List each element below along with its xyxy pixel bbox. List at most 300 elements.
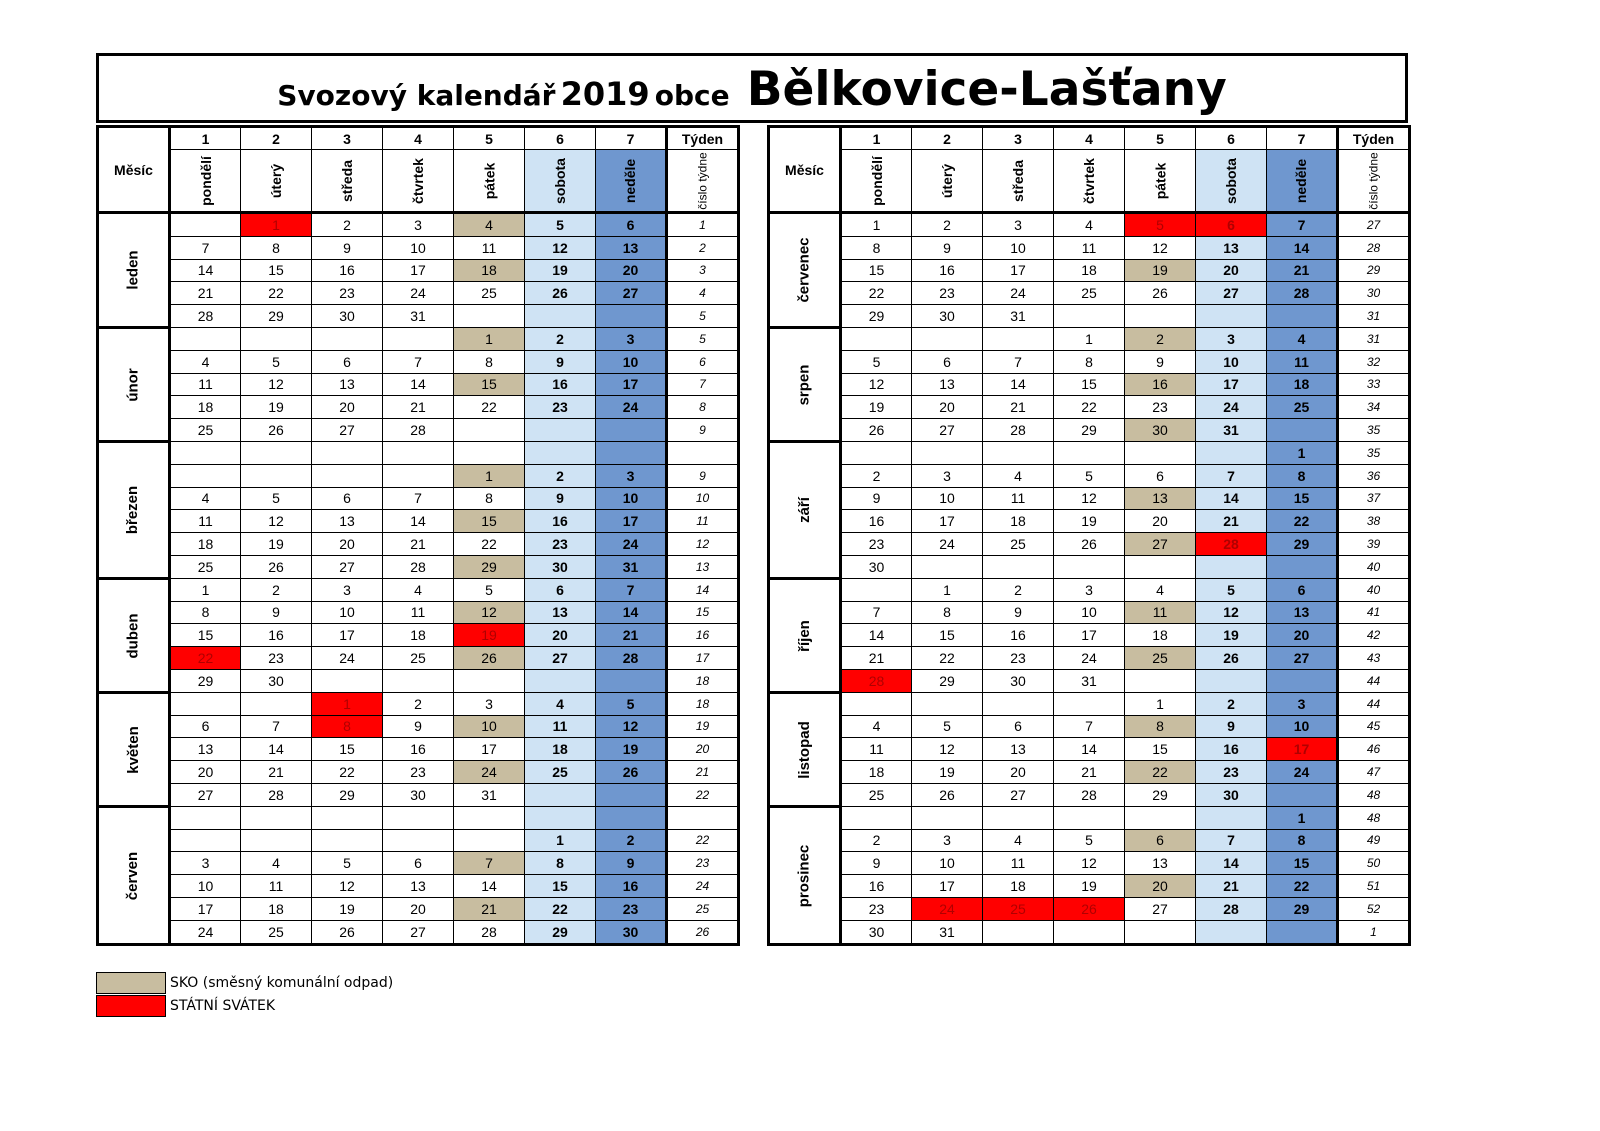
month-name-cell bbox=[98, 806, 170, 944]
day-cell bbox=[841, 441, 912, 464]
day-cell: 12 bbox=[241, 510, 312, 533]
day-cell: 26 bbox=[241, 419, 312, 442]
day-cell bbox=[983, 806, 1054, 829]
day-cell: 27 bbox=[983, 783, 1054, 806]
day-cell bbox=[383, 669, 454, 692]
day-cell: 16 bbox=[596, 875, 667, 898]
day-number-header: 2 bbox=[241, 127, 312, 150]
day-cell: 7 bbox=[1196, 829, 1267, 852]
title-town: Bělkovice-Lašťany bbox=[746, 62, 1227, 117]
table-row bbox=[769, 282, 1410, 305]
day-cell: 10 bbox=[1267, 715, 1338, 738]
day-cell: 27 bbox=[912, 419, 983, 442]
day-cell: 5 bbox=[241, 487, 312, 510]
day-cell: 12 bbox=[1054, 487, 1125, 510]
day-cell: 7 bbox=[841, 601, 912, 624]
day-cell: 18 bbox=[525, 738, 596, 761]
day-cell bbox=[241, 327, 312, 350]
month-name: prosinec bbox=[795, 844, 813, 907]
day-cell: 3 bbox=[1267, 692, 1338, 715]
day-cell: 23 bbox=[241, 647, 312, 670]
day-number-header: 3 bbox=[983, 127, 1054, 150]
day-number-header: 4 bbox=[383, 127, 454, 150]
day-name-label: čtvrtek bbox=[409, 157, 426, 204]
day-cell: 25 bbox=[170, 419, 241, 442]
legend-label-holiday: STÁTNÍ SVÁTEK bbox=[170, 998, 276, 1014]
week-number-cell: 33 bbox=[1338, 373, 1410, 396]
week-number-cell: 32 bbox=[1338, 350, 1410, 373]
week-number-cell: 2 bbox=[667, 236, 739, 259]
day-cell bbox=[1125, 305, 1196, 328]
table-row bbox=[98, 806, 739, 829]
day-cell bbox=[1267, 783, 1338, 806]
week-number-cell: 41 bbox=[1338, 601, 1410, 624]
day-cell bbox=[241, 806, 312, 829]
table-row bbox=[98, 897, 739, 920]
day-cell: 12 bbox=[454, 601, 525, 624]
day-cell bbox=[841, 806, 912, 829]
table-row bbox=[769, 669, 1410, 692]
day-cell: 19 bbox=[841, 396, 912, 419]
day-cell: 28 bbox=[454, 920, 525, 944]
week-number-cell: 40 bbox=[1338, 578, 1410, 601]
day-cell: 13 bbox=[525, 601, 596, 624]
month-name-cell bbox=[98, 327, 170, 441]
day-cell: 27 bbox=[596, 282, 667, 305]
day-cell: 23 bbox=[383, 761, 454, 784]
day-cell: 8 bbox=[841, 236, 912, 259]
day-cell bbox=[1125, 806, 1196, 829]
day-cell: 1 bbox=[841, 213, 912, 237]
day-cell: 3 bbox=[312, 578, 383, 601]
day-cell: 10 bbox=[454, 715, 525, 738]
month-name-cell bbox=[98, 578, 170, 692]
table-row bbox=[769, 738, 1410, 761]
week-number-cell: 26 bbox=[667, 920, 739, 944]
week-number-cell: 37 bbox=[1338, 487, 1410, 510]
day-cell: 12 bbox=[1054, 852, 1125, 875]
calendar-table-left bbox=[96, 125, 740, 946]
day-cell: 5 bbox=[454, 578, 525, 601]
day-cell bbox=[170, 829, 241, 852]
day-cell bbox=[170, 441, 241, 464]
day-cell: 30 bbox=[912, 305, 983, 328]
title-suffix: obce bbox=[654, 79, 730, 112]
day-cell: 7 bbox=[170, 236, 241, 259]
month-name-cell bbox=[769, 806, 841, 944]
day-cell: 4 bbox=[983, 829, 1054, 852]
day-cell bbox=[596, 806, 667, 829]
day-cell: 17 bbox=[596, 510, 667, 533]
day-cell: 28 bbox=[596, 647, 667, 670]
day-cell: 29 bbox=[1267, 533, 1338, 556]
table-row bbox=[98, 373, 739, 396]
day-cell bbox=[841, 692, 912, 715]
day-cell: 28 bbox=[983, 419, 1054, 442]
day-cell: 25 bbox=[1267, 396, 1338, 419]
day-cell: 31 bbox=[1196, 419, 1267, 442]
day-cell: 19 bbox=[1054, 875, 1125, 898]
day-cell: 11 bbox=[170, 373, 241, 396]
day-cell bbox=[912, 555, 983, 578]
day-cell: 1 bbox=[912, 578, 983, 601]
day-cell: 23 bbox=[1125, 396, 1196, 419]
day-cell: 17 bbox=[1267, 738, 1338, 761]
day-cell: 15 bbox=[525, 875, 596, 898]
day-cell: 11 bbox=[241, 875, 312, 898]
day-cell: 6 bbox=[383, 852, 454, 875]
day-cell: 19 bbox=[912, 761, 983, 784]
week-number-subheader bbox=[1338, 150, 1410, 213]
day-cell bbox=[596, 441, 667, 464]
day-cell: 1 bbox=[170, 578, 241, 601]
day-name-label: sobota bbox=[1222, 157, 1239, 204]
day-cell bbox=[841, 578, 912, 601]
day-cell bbox=[912, 327, 983, 350]
week-number-cell: 45 bbox=[1338, 715, 1410, 738]
month-name: únor bbox=[124, 368, 142, 402]
day-cell: 15 bbox=[454, 510, 525, 533]
day-number-header: 1 bbox=[841, 127, 912, 150]
day-number-header: 7 bbox=[596, 127, 667, 150]
day-cell: 26 bbox=[596, 761, 667, 784]
day-cell: 14 bbox=[596, 601, 667, 624]
day-cell: 2 bbox=[1125, 327, 1196, 350]
day-name-header bbox=[454, 150, 525, 213]
week-number-cell: 5 bbox=[667, 305, 739, 328]
day-cell: 8 bbox=[241, 236, 312, 259]
day-name-header bbox=[1125, 150, 1196, 213]
day-cell: 7 bbox=[241, 715, 312, 738]
day-cell: 16 bbox=[525, 510, 596, 533]
day-cell: 1 bbox=[241, 213, 312, 237]
day-cell: 6 bbox=[1196, 213, 1267, 237]
week-number-cell: 11 bbox=[667, 510, 739, 533]
day-cell: 21 bbox=[596, 624, 667, 647]
day-cell: 22 bbox=[1267, 875, 1338, 898]
day-cell: 14 bbox=[454, 875, 525, 898]
day-cell: 26 bbox=[1054, 897, 1125, 920]
legend bbox=[96, 972, 496, 1022]
day-cell: 5 bbox=[1125, 213, 1196, 237]
day-name-header bbox=[912, 150, 983, 213]
day-cell: 28 bbox=[170, 305, 241, 328]
day-cell bbox=[1125, 441, 1196, 464]
week-number-cell: 22 bbox=[667, 783, 739, 806]
day-cell: 28 bbox=[1196, 533, 1267, 556]
day-cell bbox=[983, 692, 1054, 715]
table-row bbox=[769, 533, 1410, 556]
table-row bbox=[769, 692, 1410, 715]
day-cell: 20 bbox=[1125, 875, 1196, 898]
table-row bbox=[98, 327, 739, 350]
day-cell: 11 bbox=[841, 738, 912, 761]
calendar-title bbox=[96, 53, 1408, 123]
day-cell bbox=[525, 305, 596, 328]
table-row bbox=[98, 282, 739, 305]
day-cell: 31 bbox=[596, 555, 667, 578]
day-number-header: 4 bbox=[1054, 127, 1125, 150]
day-cell: 26 bbox=[1196, 647, 1267, 670]
week-number-cell: 19 bbox=[667, 715, 739, 738]
day-cell bbox=[241, 829, 312, 852]
day-cell bbox=[312, 327, 383, 350]
day-cell bbox=[1196, 669, 1267, 692]
day-cell: 23 bbox=[983, 647, 1054, 670]
day-cell: 15 bbox=[841, 259, 912, 282]
day-cell: 10 bbox=[912, 487, 983, 510]
day-cell: 28 bbox=[841, 669, 912, 692]
day-cell: 26 bbox=[241, 555, 312, 578]
day-cell: 30 bbox=[841, 920, 912, 944]
day-cell: 9 bbox=[312, 236, 383, 259]
day-cell: 13 bbox=[596, 236, 667, 259]
day-cell: 15 bbox=[1125, 738, 1196, 761]
table-row bbox=[769, 555, 1410, 578]
day-cell: 16 bbox=[1125, 373, 1196, 396]
day-cell: 11 bbox=[525, 715, 596, 738]
table-row bbox=[769, 897, 1410, 920]
day-cell bbox=[912, 441, 983, 464]
day-cell: 9 bbox=[983, 601, 1054, 624]
day-cell: 17 bbox=[170, 897, 241, 920]
day-cell: 29 bbox=[312, 783, 383, 806]
day-cell: 7 bbox=[596, 578, 667, 601]
day-cell: 4 bbox=[241, 852, 312, 875]
week-number-cell: 27 bbox=[1338, 213, 1410, 237]
week-number-cell: 7 bbox=[667, 373, 739, 396]
calendar-table-right bbox=[767, 125, 1411, 946]
day-cell: 9 bbox=[383, 715, 454, 738]
day-cell: 19 bbox=[454, 624, 525, 647]
day-cell bbox=[983, 441, 1054, 464]
week-number-cell: 21 bbox=[667, 761, 739, 784]
day-cell: 28 bbox=[241, 783, 312, 806]
day-cell bbox=[241, 441, 312, 464]
day-cell: 21 bbox=[170, 282, 241, 305]
day-name-label: neděle bbox=[622, 158, 639, 203]
day-cell bbox=[1054, 441, 1125, 464]
table-row bbox=[98, 920, 739, 944]
day-cell: 24 bbox=[1196, 396, 1267, 419]
table-row bbox=[769, 236, 1410, 259]
week-number-cell: 35 bbox=[1338, 419, 1410, 442]
day-cell: 18 bbox=[383, 624, 454, 647]
day-cell: 2 bbox=[983, 578, 1054, 601]
day-cell bbox=[383, 441, 454, 464]
week-number-cell: 14 bbox=[667, 578, 739, 601]
day-cell bbox=[1196, 555, 1267, 578]
day-name-header bbox=[383, 150, 454, 213]
day-cell: 12 bbox=[312, 875, 383, 898]
day-cell: 4 bbox=[1125, 578, 1196, 601]
day-cell: 3 bbox=[912, 829, 983, 852]
day-cell bbox=[1196, 920, 1267, 944]
day-cell: 8 bbox=[312, 715, 383, 738]
day-cell: 27 bbox=[312, 555, 383, 578]
day-cell: 29 bbox=[454, 555, 525, 578]
day-cell: 2 bbox=[841, 464, 912, 487]
day-cell: 24 bbox=[983, 282, 1054, 305]
week-number-cell: 43 bbox=[1338, 647, 1410, 670]
day-cell: 25 bbox=[1125, 647, 1196, 670]
day-cell: 13 bbox=[312, 373, 383, 396]
day-cell bbox=[312, 829, 383, 852]
day-cell: 4 bbox=[841, 715, 912, 738]
day-cell: 1 bbox=[1054, 327, 1125, 350]
month-name: duben bbox=[124, 613, 142, 659]
week-number-cell bbox=[667, 806, 739, 829]
day-cell: 20 bbox=[1196, 259, 1267, 282]
day-cell: 6 bbox=[525, 578, 596, 601]
day-cell: 5 bbox=[596, 692, 667, 715]
table-row bbox=[98, 533, 739, 556]
month-name: červenec bbox=[795, 237, 813, 304]
day-cell: 8 bbox=[454, 350, 525, 373]
day-cell: 8 bbox=[525, 852, 596, 875]
table-row bbox=[769, 441, 1410, 464]
day-cell: 10 bbox=[983, 236, 1054, 259]
day-cell: 12 bbox=[241, 373, 312, 396]
day-cell: 22 bbox=[525, 897, 596, 920]
day-cell bbox=[1267, 419, 1338, 442]
week-number-cell: 1 bbox=[667, 213, 739, 237]
day-cell: 22 bbox=[1054, 396, 1125, 419]
day-number-header: 2 bbox=[912, 127, 983, 150]
week-number-cell: 8 bbox=[667, 396, 739, 419]
day-cell: 23 bbox=[596, 897, 667, 920]
month-name-cell bbox=[98, 441, 170, 578]
day-cell: 13 bbox=[312, 510, 383, 533]
table-row bbox=[98, 715, 739, 738]
legend-swatch-sko bbox=[96, 972, 166, 994]
day-cell: 31 bbox=[383, 305, 454, 328]
table-row bbox=[98, 669, 739, 692]
day-cell bbox=[1125, 669, 1196, 692]
day-cell bbox=[312, 669, 383, 692]
day-cell: 21 bbox=[383, 396, 454, 419]
table-row bbox=[98, 829, 739, 852]
day-cell: 9 bbox=[1196, 715, 1267, 738]
day-cell: 18 bbox=[241, 897, 312, 920]
week-number-sublabel: číslo týdne bbox=[1366, 152, 1381, 210]
day-cell bbox=[170, 806, 241, 829]
day-cell: 1 bbox=[1267, 441, 1338, 464]
day-name-header bbox=[312, 150, 383, 213]
day-cell: 19 bbox=[525, 259, 596, 282]
day-cell: 28 bbox=[1196, 897, 1267, 920]
day-cell: 25 bbox=[454, 282, 525, 305]
day-cell: 12 bbox=[525, 236, 596, 259]
day-cell: 24 bbox=[1267, 761, 1338, 784]
day-cell: 16 bbox=[241, 624, 312, 647]
day-cell: 18 bbox=[1267, 373, 1338, 396]
week-number-cell: 48 bbox=[1338, 783, 1410, 806]
day-cell: 19 bbox=[312, 897, 383, 920]
day-cell: 7 bbox=[454, 852, 525, 875]
month-header: Měsíc bbox=[98, 127, 170, 213]
day-cell bbox=[1054, 692, 1125, 715]
week-number-cell: 3 bbox=[667, 259, 739, 282]
day-cell: 17 bbox=[596, 373, 667, 396]
day-cell: 6 bbox=[1125, 829, 1196, 852]
day-cell: 28 bbox=[383, 419, 454, 442]
day-number-header: 3 bbox=[312, 127, 383, 150]
day-cell: 5 bbox=[841, 350, 912, 373]
day-cell: 19 bbox=[1054, 510, 1125, 533]
day-cell: 24 bbox=[912, 897, 983, 920]
week-number-cell: 29 bbox=[1338, 259, 1410, 282]
day-cell: 14 bbox=[1196, 487, 1267, 510]
week-number-cell: 35 bbox=[1338, 441, 1410, 464]
day-cell: 18 bbox=[1125, 624, 1196, 647]
table-row bbox=[769, 327, 1410, 350]
day-cell: 25 bbox=[170, 555, 241, 578]
day-cell: 21 bbox=[1196, 875, 1267, 898]
week-number-cell: 46 bbox=[1338, 738, 1410, 761]
day-cell: 8 bbox=[1125, 715, 1196, 738]
table-row bbox=[98, 350, 739, 373]
day-cell: 3 bbox=[170, 852, 241, 875]
day-cell: 13 bbox=[1125, 852, 1196, 875]
day-cell: 4 bbox=[454, 213, 525, 237]
day-cell: 22 bbox=[312, 761, 383, 784]
day-cell: 11 bbox=[1054, 236, 1125, 259]
day-cell: 11 bbox=[983, 852, 1054, 875]
day-cell: 5 bbox=[1054, 829, 1125, 852]
day-cell: 5 bbox=[312, 852, 383, 875]
day-cell: 30 bbox=[983, 669, 1054, 692]
table-row bbox=[769, 647, 1410, 670]
month-name-cell bbox=[769, 327, 841, 441]
day-cell: 14 bbox=[841, 624, 912, 647]
month-name-cell bbox=[769, 692, 841, 806]
day-cell: 5 bbox=[525, 213, 596, 237]
day-cell: 8 bbox=[1054, 350, 1125, 373]
day-cell: 9 bbox=[841, 487, 912, 510]
day-cell: 27 bbox=[170, 783, 241, 806]
week-number-cell: 25 bbox=[667, 897, 739, 920]
day-cell: 18 bbox=[983, 510, 1054, 533]
week-number-cell: 42 bbox=[1338, 624, 1410, 647]
week-number-cell: 9 bbox=[667, 464, 739, 487]
day-cell bbox=[383, 327, 454, 350]
table-row bbox=[769, 806, 1410, 829]
day-cell: 7 bbox=[383, 487, 454, 510]
day-cell: 25 bbox=[983, 533, 1054, 556]
day-cell: 14 bbox=[383, 510, 454, 533]
day-cell: 27 bbox=[525, 647, 596, 670]
day-cell: 25 bbox=[383, 647, 454, 670]
day-cell: 15 bbox=[1054, 373, 1125, 396]
day-cell: 31 bbox=[912, 920, 983, 944]
day-cell: 26 bbox=[454, 647, 525, 670]
day-cell: 2 bbox=[841, 829, 912, 852]
day-cell: 1 bbox=[1267, 806, 1338, 829]
month-name-cell bbox=[769, 213, 841, 328]
day-name-label: úterý bbox=[938, 163, 955, 198]
month-name-cell bbox=[98, 692, 170, 806]
day-cell bbox=[241, 692, 312, 715]
day-cell: 2 bbox=[241, 578, 312, 601]
day-name-header bbox=[1196, 150, 1267, 213]
day-cell: 12 bbox=[1125, 236, 1196, 259]
day-cell: 2 bbox=[525, 464, 596, 487]
day-cell: 2 bbox=[596, 829, 667, 852]
day-cell: 15 bbox=[1267, 852, 1338, 875]
day-cell: 9 bbox=[525, 487, 596, 510]
week-number-cell: 40 bbox=[1338, 555, 1410, 578]
